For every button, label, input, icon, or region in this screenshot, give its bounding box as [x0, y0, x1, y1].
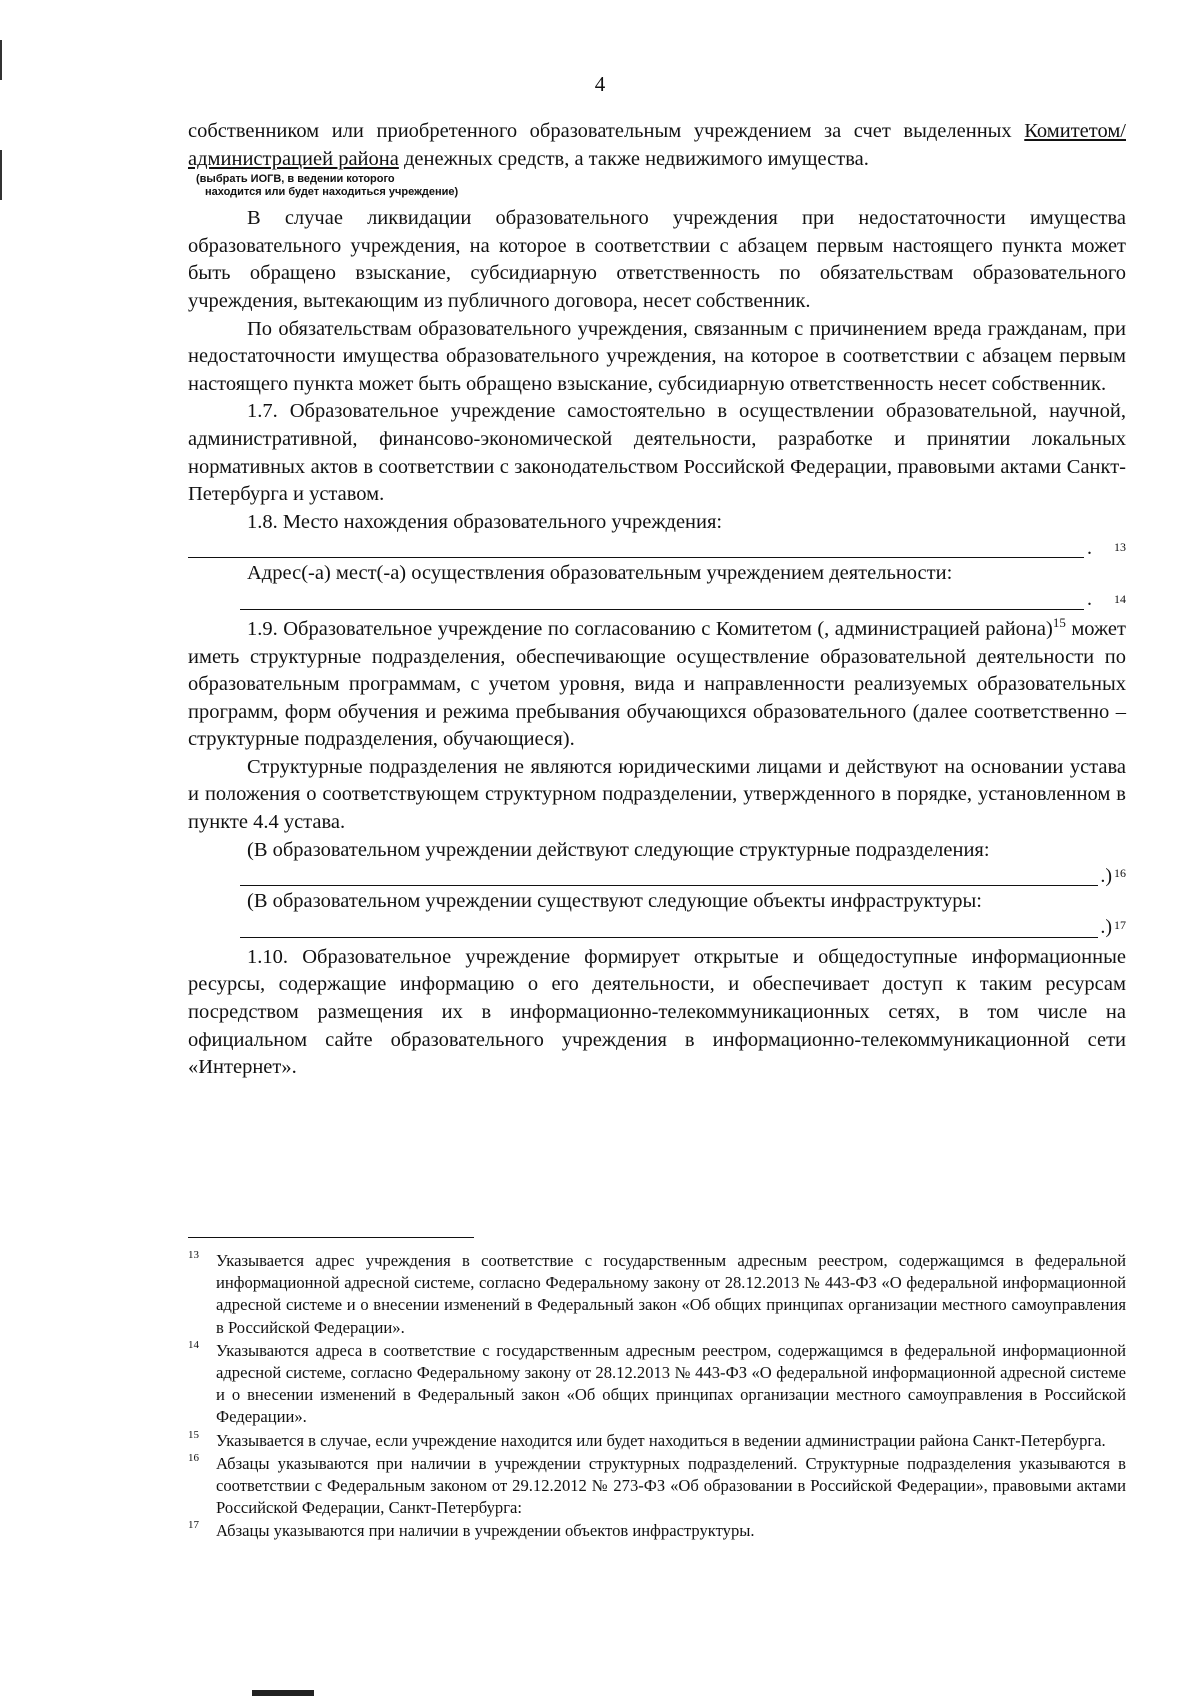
underlined-authority: Комитетом/администрацией района: [188, 120, 1126, 170]
footnote: [188, 1453, 1126, 1520]
footnote: [188, 1250, 1126, 1339]
clause-1-9: 1.9. Образовательное учреждение по согласованию с Комитетом (, администрацией района)$^{15}$ может иметь структурные подразделения, обеспечивающие осуществление образовательной деятельности по образовательным программам, с учетом уровня, вида и направленности реализуемых образовательных программ, форм обучения и режима пребывания обучающихся образовательного (далее соответственно – структурные подразделения, обучающиеся).: [188, 615, 1126, 751]
footnote-text: Указывается адрес учреждения в соответствие с государственным адресным реестром, содержащимся в федеральной информационной адресной системе, согласно Федеральному закону от 28.12.2013 № 443-ФЗ «О федеральной информационной адресной системе и о внесении изменений в Федеральный закон «Об общих принципах организации местного самоуправления в Российской Федерации».: [216, 1251, 1126, 1337]
footnote-ref-17: 17: [1114, 917, 1126, 932]
footnote-number: 16: [188, 1451, 199, 1464]
footnote: [188, 1430, 1126, 1452]
footnote-number: 14: [188, 1338, 199, 1351]
footnote-ref-16: 16: [1114, 866, 1126, 881]
clause-1-10: 1.10. Образовательное учреждение формирует открытые и общедоступные информационные ресурсы, содержащие информацию о его деятельности, и обеспечивает доступ к таким ресурсам посредством размещения их в информационно-телекоммуникационных сетях, в том числе на официальном сайте образовательного учреждения в информационно-телекоммуникационной сети «Интернет».: [188, 945, 1126, 1079]
footnote-ref-13: 13: [1114, 540, 1126, 555]
address-paragraph: Адрес(-а) мест(-а) осуществления образовательным учреждением деятельности:: [247, 562, 953, 585]
harm-paragraph: По обязательствам образовательного учреждения, связанным с причинением вреда гражданам, при недостаточности имущества образовательного учреждения, на которое в соответствии с абзацем первым настоящего пункта может быть обращено взыскание, субсидиарную ответственность несет собственник.: [188, 317, 1126, 395]
footnote-number: 15: [188, 1428, 199, 1441]
structural-units-list-paragraph: (В образовательном учреждении действуют следующие структурные подразделения:: [247, 838, 990, 861]
footnotes-section: [188, 1250, 1126, 1544]
scan-bottom-artifact: [252, 1690, 314, 1696]
footnote-separator: [188, 1237, 474, 1238]
liquidation-paragraph: В случае ликвидации образовательного учреждения при недостаточности имущества образовательного учреждения, на которое в соответствии с абзацем первым настоящего пункта может быть обращено взыскание, субсидиарную ответственность по обязательствам образовательного учреждения, вытекающим из публичного договора, несет собственник.: [188, 207, 1126, 312]
clause-1-8: 1.8. Место нахождения образовательного учреждения:: [247, 510, 723, 533]
footnote-ref-14: 14: [1114, 591, 1126, 606]
footnote-text: Указывается в случае, если учреждение находится или будет находиться в ведении администрации района Санкт-Петербурга.: [216, 1430, 1106, 1450]
intro-paragraph: собственником или приобретенного образовательным учреждением за счет выделенных Комитетом/администрацией района денежных средств, а также недвижимого имущества.: [188, 120, 1126, 170]
footnote-text: Указываются адреса в соответствие с государственным адресным реестром, содержащимся в федеральной информационной адресной системе, согласно Федеральному закону от 28.12.2013 № 443-ФЗ «О федеральной информационной адресной системе и о внесении изменений в Федеральный закон «Об общих принципах организации местного самоуправления в Российской Федерации».: [216, 1340, 1126, 1427]
structural-units-paragraph: Структурные подразделения не являются юридическими лицами и действуют на основании устава и положения о соответствующем структурном подразделении, утвержденного в порядке, установленном в пункте 4.4 устава.: [188, 755, 1126, 834]
footnote-ref-15: 15: [1052, 615, 1066, 631]
footnote-text: Абзацы указываются при наличии в учреждении структурных подразделений. Структурные подразделения указываются в соответствии с Федеральным законом от 29.12.2012 № 273-ФЗ «Об образовании в Российской Федерации», правовыми актами Российской Федерации, Санкт-Петербурга:: [216, 1453, 1126, 1518]
choice-note-line2: находится или будет находиться учреждение): [205, 186, 459, 199]
document-body: [188, 118, 1126, 1082]
footnote-number: 13: [188, 1249, 199, 1261]
scan-edge-mark: [0, 150, 2, 200]
clause-1-7: 1.7. Образовательное учреждение самостоятельно в осуществлении образовательной, научной, административной, финансово-экономической деятельности, разработке и принятии локальных нормативных актов в соответствии с законодательством Российской Федерации, правовыми актами Санкт-Петербурга и уставом.: [188, 400, 1126, 506]
choice-note-line1: (выбрать ИОГВ, в ведении которого: [196, 173, 395, 186]
footnote: [188, 1340, 1126, 1429]
address-fill-line: . 14: [188, 590, 1126, 612]
footnote: [188, 1520, 1126, 1542]
structural-units-fill-line: .) 16: [188, 866, 1126, 888]
page-number: 4: [594, 72, 606, 96]
footnote-text: Абзацы указываются при наличии в учреждении объектов инфраструктуры.: [216, 1521, 755, 1541]
location-fill-line: . 13: [188, 538, 1126, 560]
infrastructure-fill-line: .) 17: [188, 918, 1126, 940]
footnote-number: 17: [188, 1519, 199, 1532]
infrastructure-paragraph: (В образовательном учреждении существуют следующие объекты инфраструктуры:: [247, 890, 982, 913]
